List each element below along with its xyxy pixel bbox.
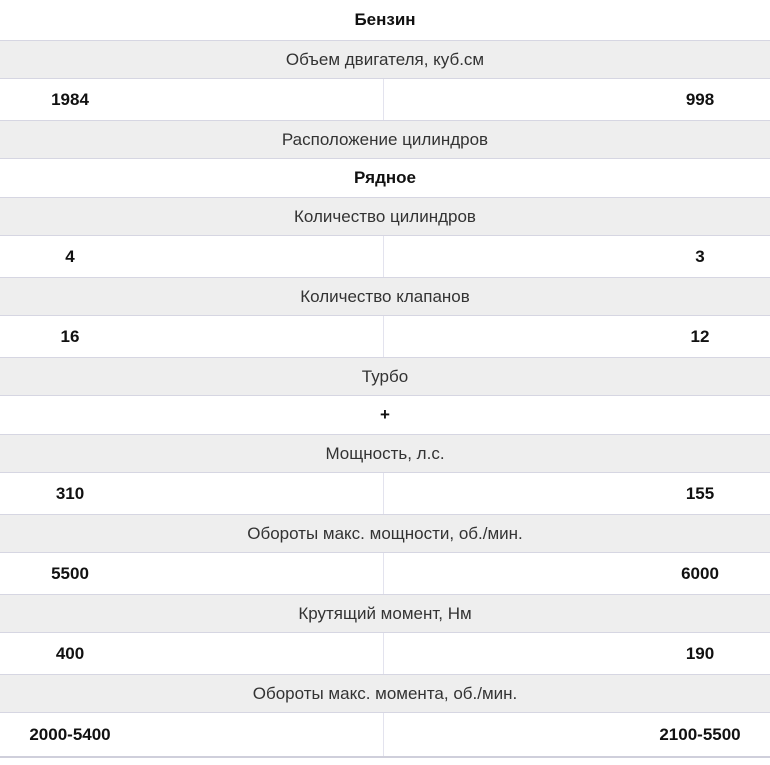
row-valve-count: [0, 316, 770, 358]
header-cylinder-layout: Расположение цилиндров: [0, 121, 770, 159]
row-torque-rpm: [0, 713, 770, 758]
header-torque: Крутящий момент, Нм: [0, 595, 770, 633]
torque-rpm-left: 2000-5400: [29, 724, 111, 744]
row-power-rpm: [0, 553, 770, 595]
fuel-type-value: Бензин: [0, 0, 770, 41]
valve-count-left: 16: [60, 326, 80, 346]
header-power-rpm: Обороты макс. мощности, об./мин.: [0, 515, 770, 553]
column-divider: [383, 633, 384, 674]
row-cylinder-count: [0, 236, 770, 278]
column-divider: [383, 473, 384, 514]
header-turbo: Турбо: [0, 358, 770, 396]
cylinder-count-left: 4: [65, 246, 75, 266]
engine-volume-right: 998: [685, 89, 715, 109]
column-divider: [383, 553, 384, 594]
row-engine-volume: [0, 79, 770, 121]
header-power: Мощность, л.с.: [0, 435, 770, 473]
header-torque-rpm: Обороты макс. момента, об./мин.: [0, 675, 770, 713]
turbo-value: +: [0, 396, 770, 435]
power-right: 155: [685, 483, 715, 503]
torque-rpm-right: 2100-5500: [659, 724, 741, 744]
torque-left: 400: [55, 643, 85, 663]
cylinder-layout-value: Рядное: [0, 159, 770, 198]
header-cylinder-count: Количество цилиндров: [0, 198, 770, 236]
column-divider: [383, 316, 384, 357]
header-engine-volume: Объем двигателя, куб.см: [0, 41, 770, 79]
power-left: 310: [55, 483, 85, 503]
valve-count-right: 12: [690, 326, 710, 346]
engine-volume-left: 1984: [51, 89, 89, 109]
cylinder-count-right: 3: [695, 246, 705, 266]
header-valve-count: Количество клапанов: [0, 278, 770, 316]
row-power: [0, 473, 770, 515]
column-divider: [383, 713, 384, 756]
column-divider: [383, 236, 384, 277]
torque-right: 190: [685, 643, 715, 663]
power-rpm-left: 5500: [51, 563, 89, 583]
row-torque: [0, 633, 770, 675]
power-rpm-right: 6000: [681, 563, 719, 583]
column-divider: [383, 79, 384, 120]
